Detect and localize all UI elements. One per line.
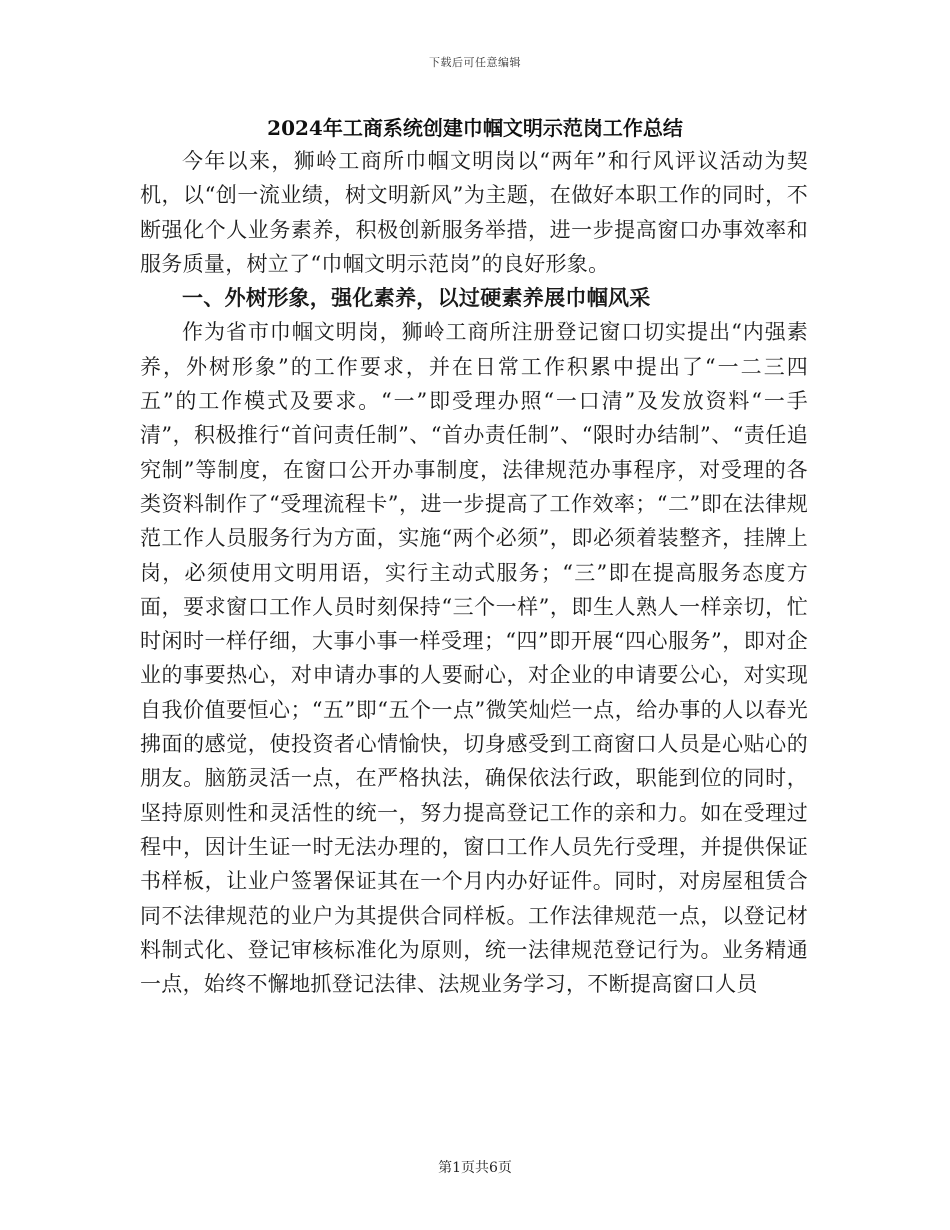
section-heading: 一、外树形象，强化素养，以过硬素养展巾帼风采 [182, 285, 651, 311]
page-header-note: 下载后可任意编辑 [429, 56, 521, 69]
section-paragraph: 作为省市巾帼文明岗，狮岭工商所注册登记窗口切实提出“内强素养，外树形象”的工作要求，并在日常工作积累中提出了“一二三四五”的工作模式及要求。“一”即受理办照“一口清”及发放资料“一手清”，积极推行“首问责任制”、“首办责任制”、“限时办结制”、“责任追究制”等制度，在窗口公开办事制度，法律规范办事程序，对受理的各类资料制作了“受理流程卡”，进一步提高了工作效率；“二”即在法律规范工作人员服务行为方面，实施“两个必须”，即必须着装整齐，挂牌上岗，必须使用文明用语，实行主动式服务；“三”即在提高服务态度方面，要求窗口工作人员时刻保持“三个一样”，即生人熟人一样亲切，忙时闲时一样仔细，大事小事一样受理；“四”即开展“四心服务”，即对企业的事要热心，对申请办事的人要耐心，对企业的申请要公心，对实现自我价值要恒心；“五”即“五个一点”微笑灿烂一点，给办事的人以春光拂面的感觉，使投资者心情愉快，切身感受到工商窗口人员是心贴心的朋友。脑筋灵活一点，在严格执法，确保依法行政，职能到位的同时，坚持原则性和灵活性的统一，努力提高登记工作的亲和力。如在受理过程中，因计生证一时无法办理的，窗口工作人员先行受理，并提供保证书样板，让业户签署保证其在一个月内办好证件。同时，对房屋租赁合同不法律规范的业户为其提供合同样板。工作法律规范一点，以登记材料制式化、登记审核标准化为原则，统一法律规范登记行为。业务精通一点，始终不懈地抓登记法律、法规业务学习，不断提高窗口人员 [140, 320, 808, 997]
intro-paragraph: 今年以来，狮岭工商所巾帼文明岗以“两年”和行风评议活动为契机，以“创一流业绩，树文明新风”为主题，在做好本职工作的同时，不断强化个人业务素养，积极创新服务举措，进一步提高窗口办事效率和服务质量，树立了“巾帼文明示范岗”的良好形象。 [140, 149, 808, 276]
document-title: 2024年工商系统创建巾帼文明示范岗工作总结 [267, 116, 683, 140]
page-number: 第1页共6页 [438, 1160, 512, 1176]
document-body [140, 144, 808, 1001]
